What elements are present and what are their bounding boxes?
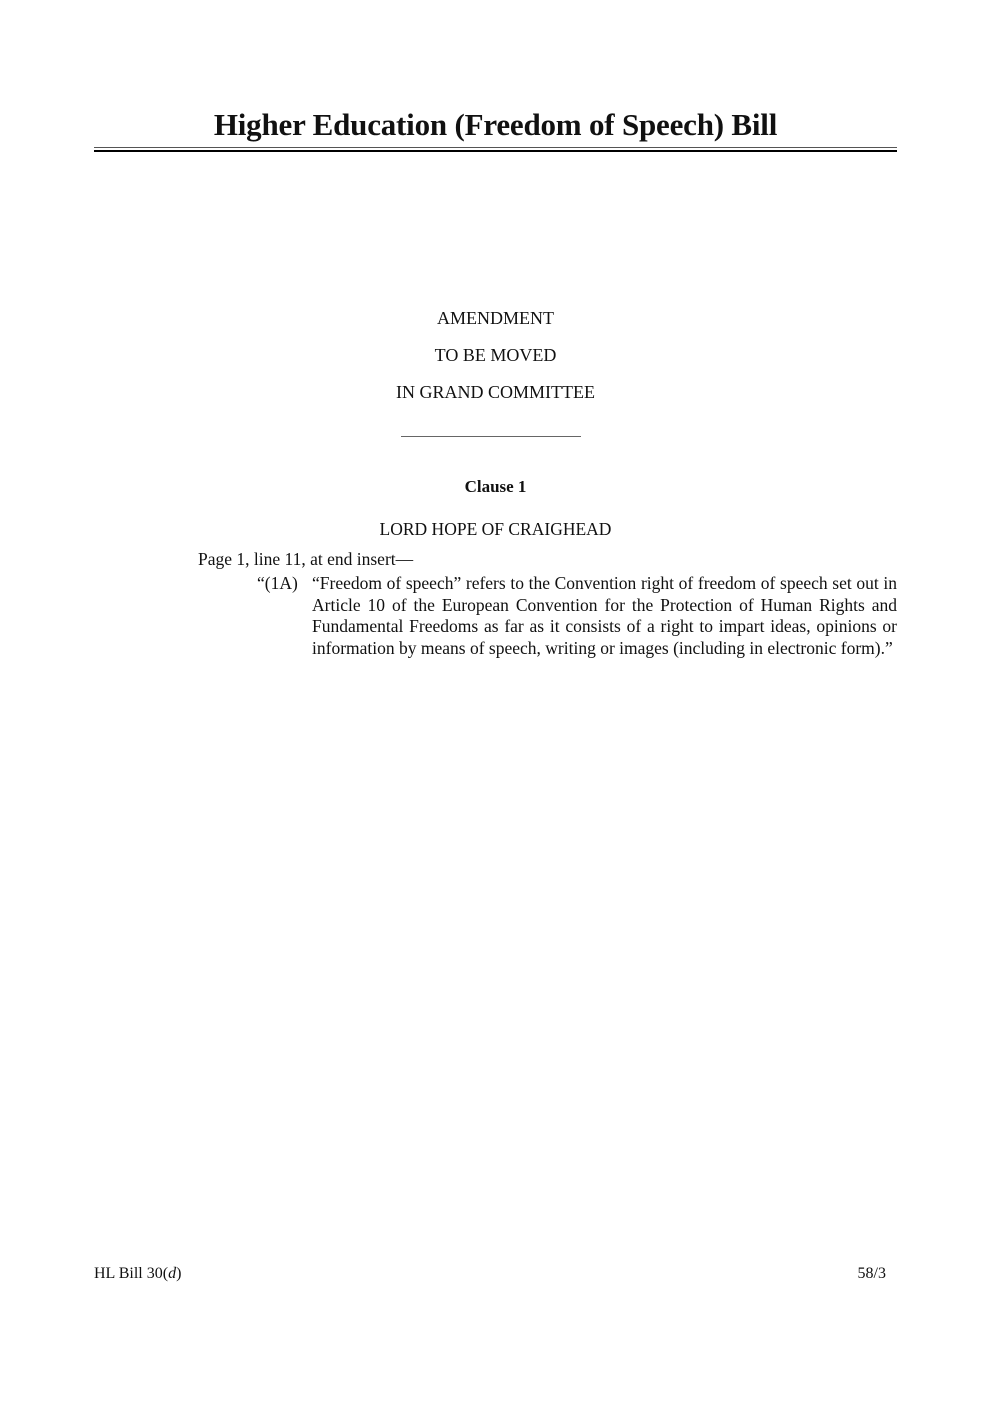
heading-to-be-moved: TO BE MOVED	[434, 345, 557, 365]
bill-reference-prefix: HL Bill 30(	[94, 1265, 169, 1282]
title-rule-thin	[94, 147, 897, 148]
bill-reference-letter: d	[168, 1265, 177, 1282]
section-separator	[401, 436, 581, 437]
page-reference: 58/3	[857, 1265, 886, 1282]
heading-amendment: AMENDMENT	[437, 308, 554, 328]
amendment-instruction: Page 1, line 11, at end insert—	[198, 549, 414, 569]
title-rule-thick	[94, 150, 897, 152]
bill-reference	[94, 1264, 181, 1284]
member-name: LORD HOPE OF CRAIGHEAD	[379, 519, 612, 539]
amendment-text: “Freedom of speech” refers to the Convention right of freedom of speech set out in Article 10 of the European Convention for the Protection of Human Rights and Fundamental Freedoms as far as it consists of a right to impart ideas, opinions or information by means of speech, writing or images (including in electronic form).”	[312, 573, 897, 658]
amendment-label: “(1A)	[257, 573, 298, 593]
amendment-block	[257, 573, 897, 659]
bill-reference-close: )	[176, 1265, 182, 1282]
clause-heading: Clause 1	[464, 477, 527, 496]
heading-grand-committee: IN GRAND COMMITTEE	[396, 382, 595, 402]
page-title: Higher Education (Freedom of Speech) Bill	[213, 107, 778, 142]
